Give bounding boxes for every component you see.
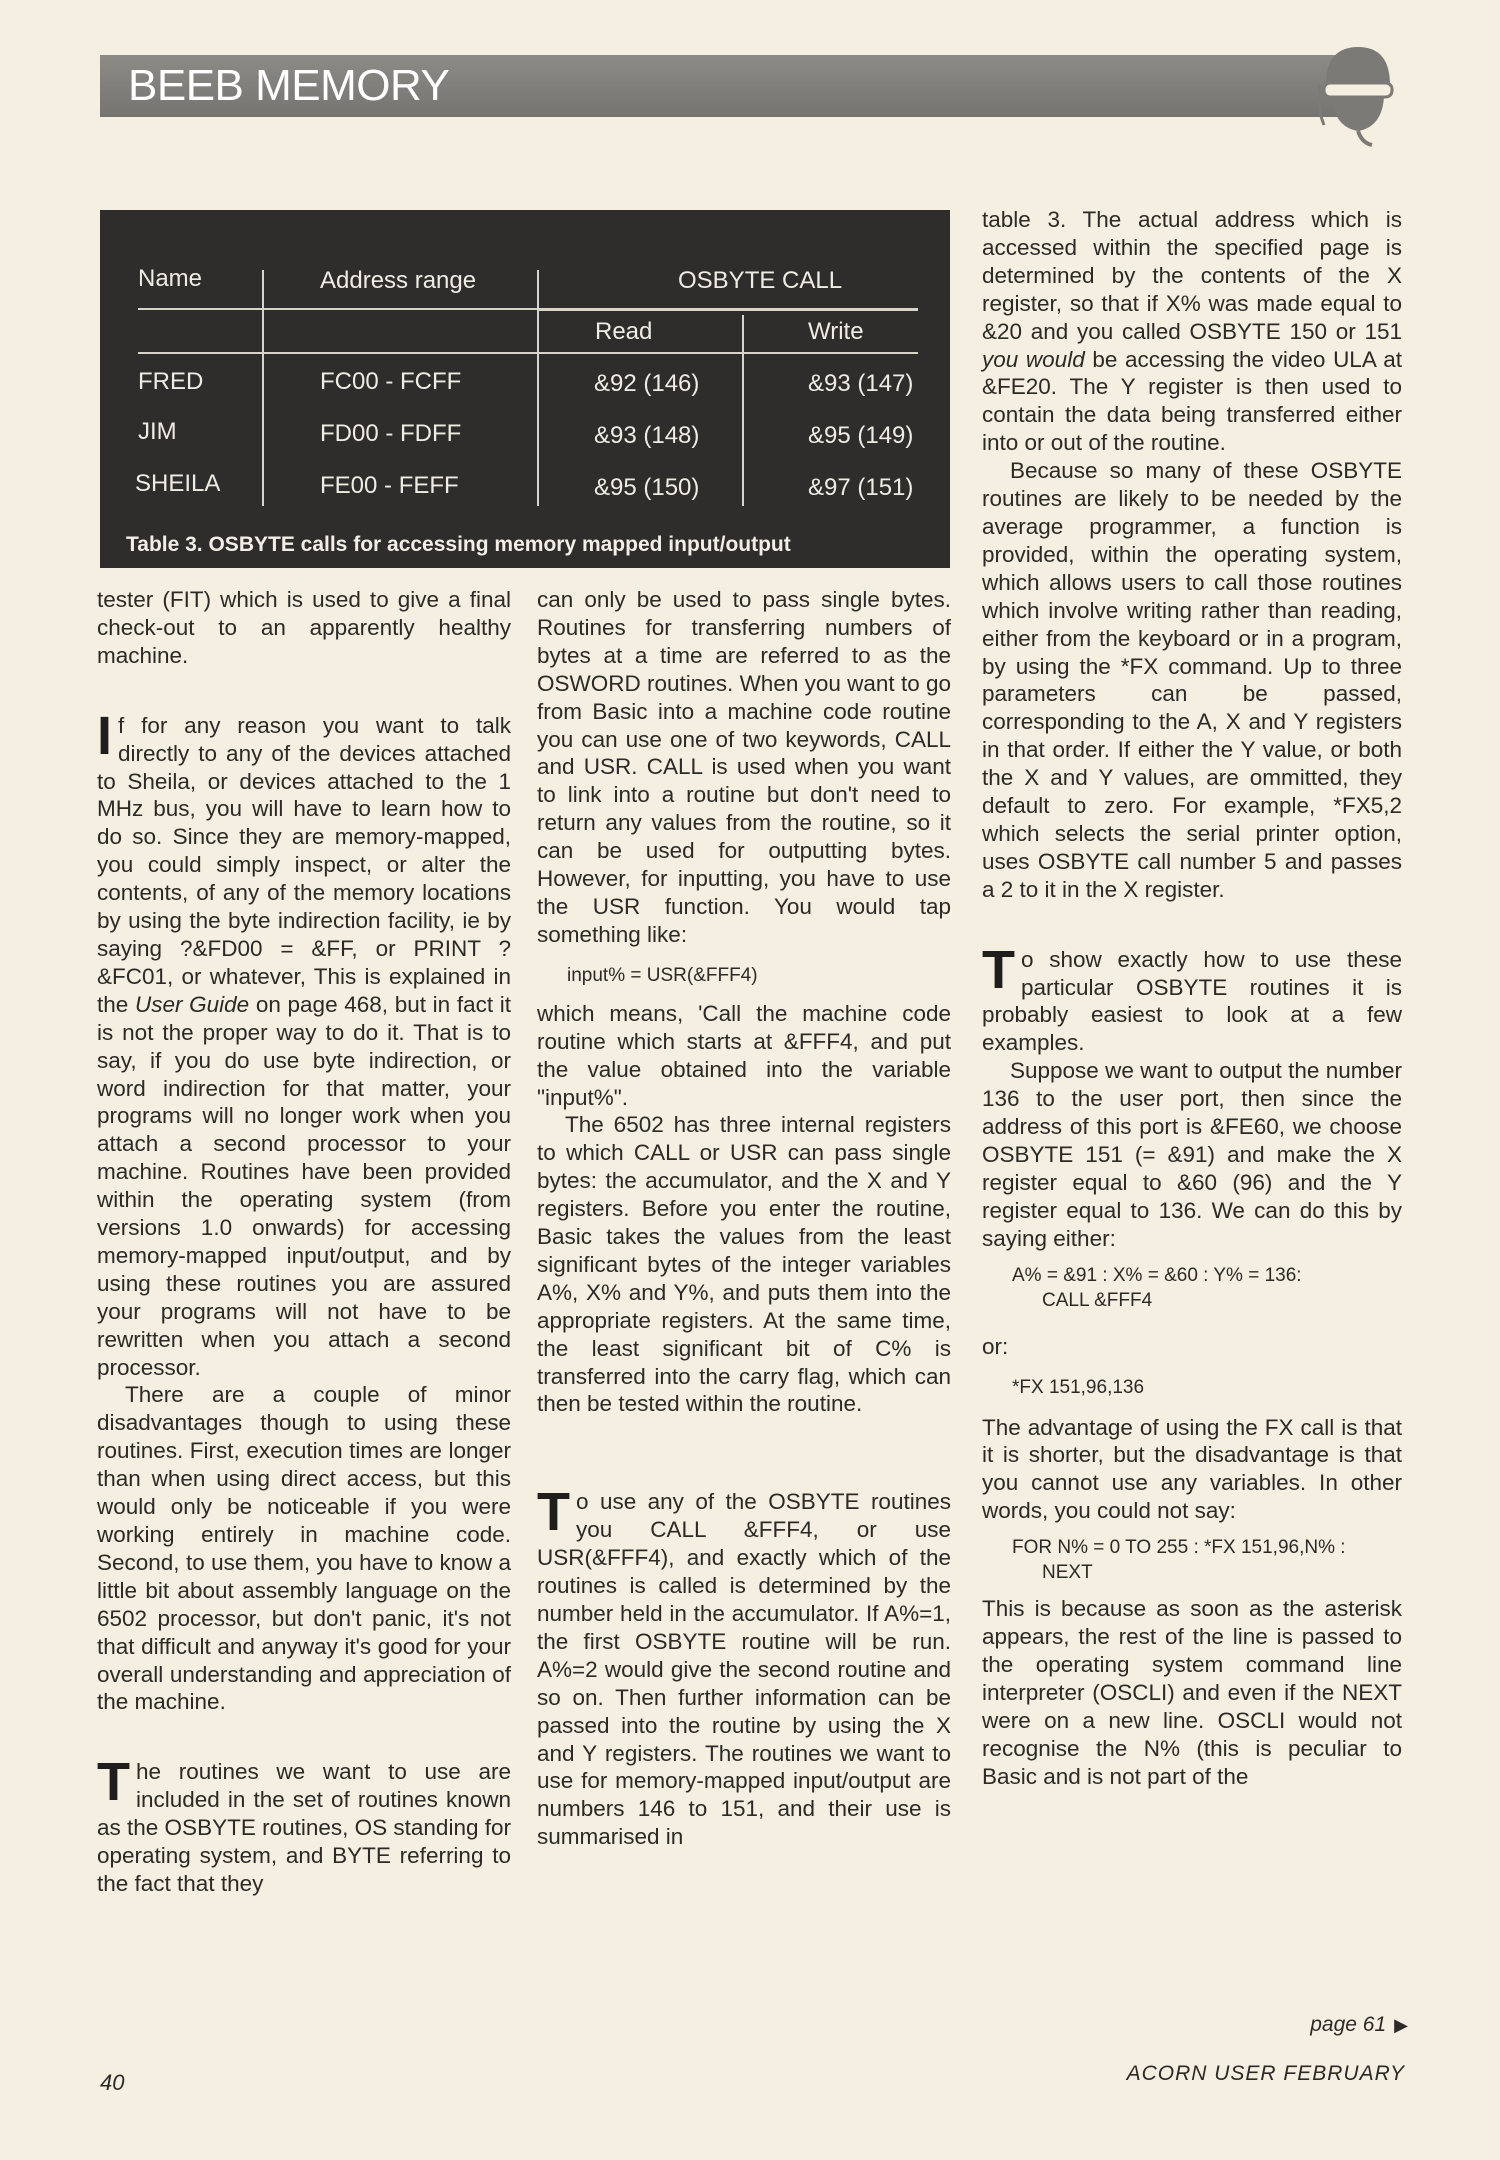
- drop-cap: T: [537, 1482, 570, 1543]
- paragraph-text: table 3. The actual address which is accessed within the specified page is determined by the contents of the X register, so that if X% was made equal to &20 and you called OSBYTE 150 or 151: [982, 207, 1402, 344]
- section-title: BEEB MEMORY: [128, 61, 450, 110]
- paragraph: [537, 1482, 951, 1851]
- paragraph-text: on page 468, but in fact it is not the proper way to do it. That is to say, if you do use byte indirection, or word indirection for that matter, your programs will no longer work when you attach a second processor to your machine. Routines have been provided within the operating system (from versions 1.0 onwards) for accessing memory-mapped input/output, and by using these routines you are assured your programs will not have to be rewritten when you attach a second processor.: [97, 991, 512, 1380]
- table-header-write: Write: [808, 318, 864, 345]
- code-line: CALL &FFF4: [1042, 1289, 1153, 1311]
- article-column-1: [97, 586, 511, 1898]
- osbyte-table: [100, 210, 950, 568]
- drop-cap: T: [97, 1752, 130, 1813]
- paragraph: tester (FIT) which is used to give a final check-out to an apparently healthy machine.: [97, 587, 511, 668]
- drop-cap: I: [97, 705, 113, 766]
- paragraph: The 6502 has three internal registers to which CALL or USR can pass single bytes: the accumulator, and the X and Y registers. Before you enter the routine, Basic takes the values from the least significant bytes of the integer variables A%, X% and Y%, and puts them into the appropriate registers. At the same time, the least significant bit of C% is transferred into the carry flag, which can then be tested within the routine.: [537, 1112, 951, 1417]
- continued-label: page 61: [1310, 2013, 1387, 2036]
- paragraph: This is because as soon as the asterisk appears, the rest of the line is passed to the operating system command line interpreter (OSCLI) and even if the NEXT were on a new line. OSCLI would not recognise the N% (this is peculiar to Basic and is not part of the: [982, 1596, 1402, 1789]
- table-row-write: &93 (147): [808, 370, 914, 397]
- code-line: FOR N% = 0 TO 255 : *FX 151,96,N% :: [1012, 1537, 1346, 1559]
- paragraph: There are a couple of minor disadvantages though to using these routines. First, execution times are longer than when using direct access, but this would only be noticeable if you were working entirely in machine code. Second, to use them, you have to know a little bit about assembly language on the 6502 processor, but don't panic, it's not that difficult and anyway it's good for your overall understanding and appreciation of the machine.: [97, 1382, 511, 1715]
- paragraph-text: o show exactly how to use these particular OSBYTE routines it is probably easiest to look at a few examples.: [982, 946, 1402, 1056]
- table-rule: [138, 352, 918, 354]
- page-number: 40: [100, 2070, 125, 2095]
- magazine-footer: ACORN USER FEBRUARY: [1126, 2062, 1405, 2085]
- drop-cap: T: [982, 939, 1015, 1000]
- code-listing: input% = USR(&FFF4): [567, 964, 758, 986]
- table-row-address: FD00 - FDFF: [320, 420, 462, 447]
- acorn-icon: [1318, 45, 1398, 150]
- paragraph-text: o use any of the OSBYTE routines you CALL &FFF4, or use USR(&FFF4), and exactly which of the routines is called is determined by the number held in the accumulator. If A%=1, the first OSBYTE routine will be run. A%=2 would give the second routine and so on. Then further information can be passed into the routine by using the X and Y registers. The routines we want to use for memory-mapped input/output are numbers 146 to 151, and their use is summarised in: [537, 1489, 951, 1850]
- paragraph: can only be used to pass single bytes. Routines for transferring numbers of bytes at a time are referred to as the OSWORD routines. When you want to go from Basic into a machine code routine you can use one of two keywords, CALL and USR. CALL is used when you want to link into a routine but don't need to return any values from the routine, so it can be used for outputting bytes. However, for inputting, you have to use the USR function. You would tap something like:: [537, 587, 951, 947]
- paragraph: or:: [982, 1333, 1009, 1359]
- paragraph: Because so many of these OSBYTE routines are likely to be needed by the average programmer, a function is provided, within the operating system, which allows users to call those routines which involve writing rather than reading, either from the keyboard or in a program, by using the *FX command. Up to three parameters can be passed, corresponding to the A, X and Y registers in that order. If either the Y value, or both the X and Y values, are ommitted, they default to zero. For example, *FX5,2 which selects the serial printer option, uses OSBYTE call number 5 and passes a 2 to it in the X register.: [982, 458, 1402, 902]
- paragraph-text: he routines we want to use are included in the set of routines known as the OSBYTE routines, OS standing for operating system, and BYTE referring to the fact that they: [97, 1759, 511, 1896]
- table-row-read: &92 (146): [594, 370, 700, 397]
- paragraph-text: be accessing the video ULA at &FE20. The Y register is then used to contain the data being transferred either into or out of the routine.: [982, 346, 1402, 456]
- article-column-3: [982, 206, 1402, 1791]
- table-header-osbyte: OSBYTE CALL: [678, 267, 843, 294]
- code-listing: [1012, 1263, 1402, 1313]
- paragraph: [97, 1752, 511, 1898]
- code-line: A% = &91 : X% = &60 : Y% = 136:: [1012, 1264, 1302, 1286]
- paragraph: Suppose we want to output the number 136 to the user port, then since the address of this port is &FE60, we choose OSBYTE 151 (= &91) and make the X register equal to &60 (96) and the Y register equal to 136. We can do this by saying either:: [982, 1058, 1402, 1251]
- table-divider: [262, 270, 264, 506]
- table-row-write: &97 (151): [808, 474, 914, 501]
- table-header-name: Name: [138, 265, 203, 292]
- code-listing: *FX 151,96,136: [1012, 1376, 1145, 1398]
- article-column-2: [537, 586, 951, 1851]
- table-row-name: SHEILA: [135, 470, 221, 497]
- paragraph-text: f for any reason you want to talk directly to any of the devices attached to Sheila, or devices attached to the 1 MHz bus, you will have to learn how to do so. Since they are memory-mapped, you could simply inspect, or alter the contents, of any of the memory locations by using the byte indirection facility, ie by saying ?&FD00 = &FF, or PRINT ?&FC01, or whatever, This is explained in the: [97, 712, 511, 1017]
- arrow-right-icon: ▶: [1394, 2015, 1408, 2035]
- paragraph: which means, 'Call the machine code routine which starts at &FFF4, and put the value obtained into the variable "input%".: [537, 1000, 951, 1110]
- table-row-name: FRED: [138, 368, 204, 395]
- code-listing: [1012, 1535, 1402, 1585]
- table-row-address: FC00 - FCFF: [320, 368, 462, 395]
- table-row-address: FE00 - FEFF: [320, 472, 459, 499]
- paragraph: [97, 705, 512, 1382]
- table-row-read: &95 (150): [594, 474, 700, 501]
- paragraph: [982, 206, 1402, 457]
- book-title: User Guide: [134, 991, 250, 1017]
- table-rule: [538, 309, 918, 311]
- table-row-write: &95 (149): [808, 422, 914, 449]
- table-divider: [742, 315, 744, 506]
- code-line: NEXT: [1042, 1562, 1093, 1584]
- continued-link[interactable]: [1310, 2013, 1408, 2037]
- table-header-address: Address range: [320, 267, 477, 294]
- table-row-read: &93 (148): [594, 422, 700, 449]
- table-header-read: Read: [595, 318, 653, 345]
- paragraph: The advantage of using the FX call is that it is shorter, but the disadvantage is that you cannot use any variables. In other words, you could not say:: [982, 1414, 1402, 1524]
- section-header-bar: [100, 55, 1350, 117]
- emphasis-text: you would: [982, 346, 1085, 372]
- table-caption: Table 3. OSBYTE calls for accessing memory mapped input/output: [126, 533, 791, 556]
- paragraph: [982, 939, 1402, 1058]
- table-divider: [537, 270, 539, 506]
- table-row-name: JIM: [138, 418, 177, 445]
